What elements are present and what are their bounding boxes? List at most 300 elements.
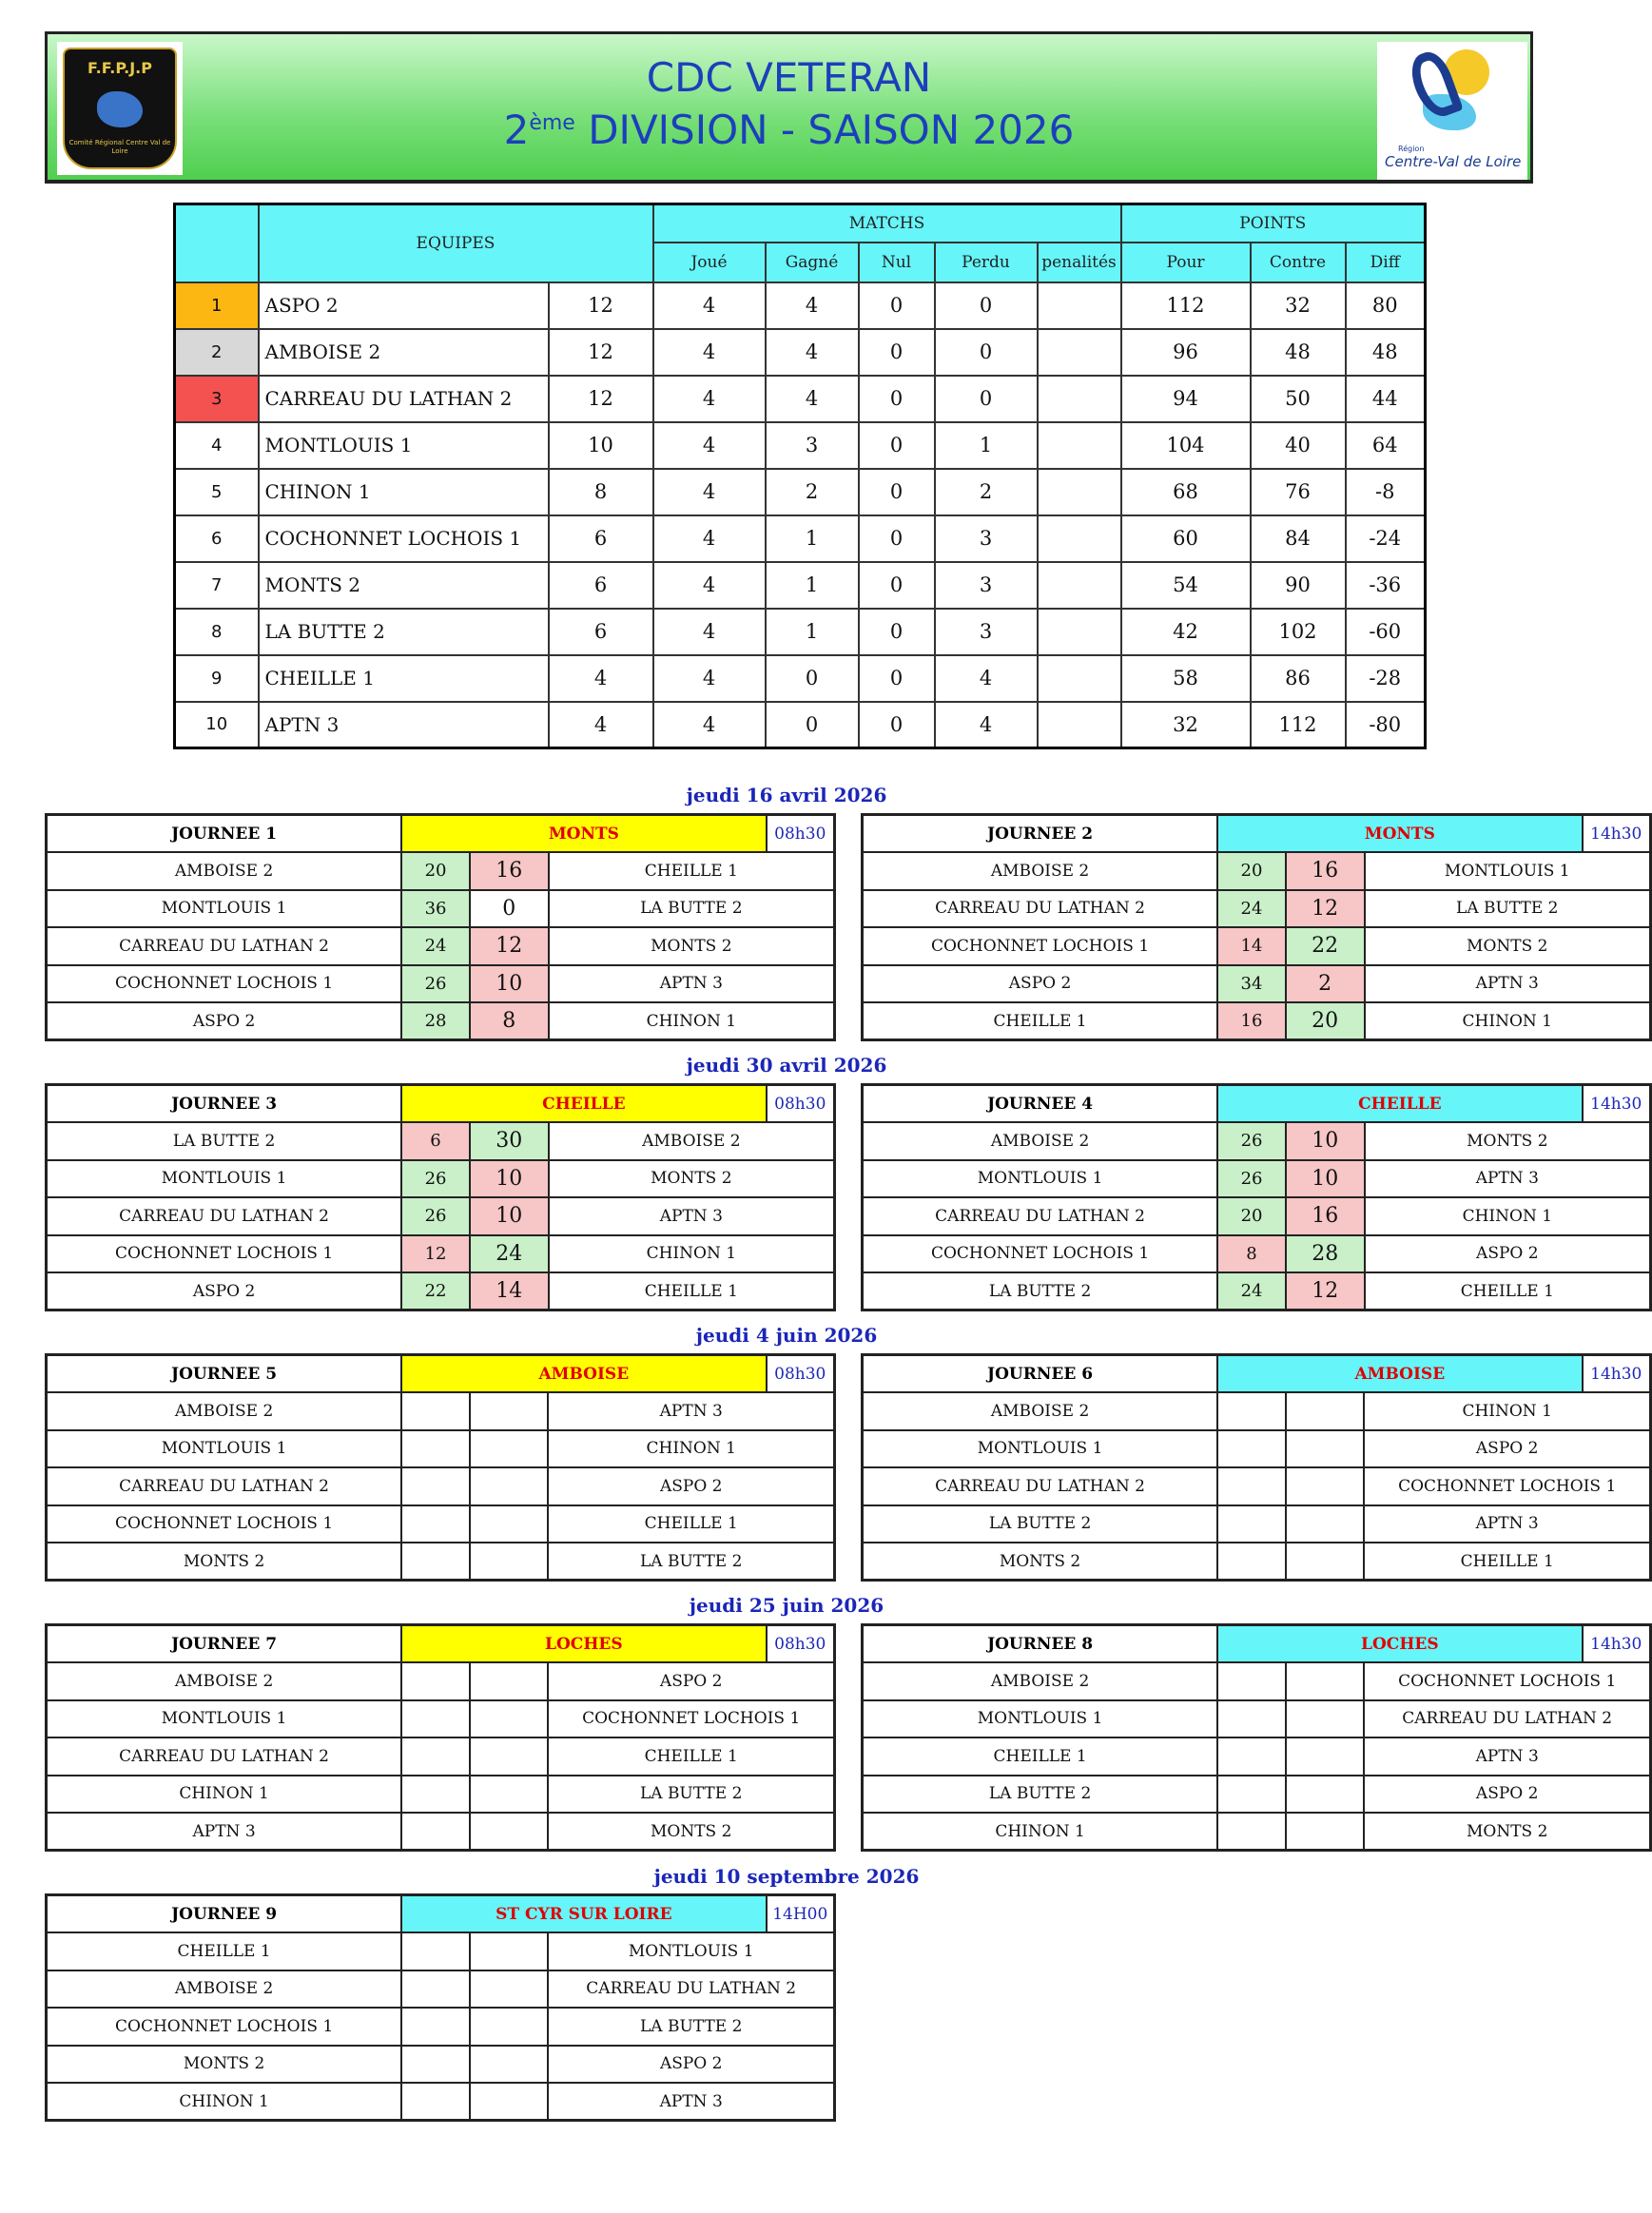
team-cell: CARREAU DU LATHAN 2 <box>259 376 549 422</box>
away-team: CHEILLE 1 <box>548 1505 834 1543</box>
home-team: MONTLOUIS 1 <box>863 1430 1218 1468</box>
nul-cell: 0 <box>859 515 935 562</box>
match-row <box>863 1392 1651 1430</box>
perdu-cell: 4 <box>935 702 1038 748</box>
match-row <box>47 965 835 1003</box>
rank-cell: 8 <box>175 609 259 655</box>
home-score <box>401 1700 470 1738</box>
away-team: APTN 3 <box>549 1197 835 1235</box>
away-score: 12 <box>470 927 549 965</box>
perdu-cell: 0 <box>935 282 1038 329</box>
perdu-cell: 1 <box>935 422 1038 469</box>
away-team: ASPO 2 <box>1365 1235 1651 1273</box>
away-team: MONTS 2 <box>548 1813 834 1851</box>
away-team: MONTS 2 <box>549 1160 835 1198</box>
away-team: MONTS 2 <box>1364 1813 1650 1851</box>
home-team: ASPO 2 <box>47 1272 402 1310</box>
away-team: COCHONNET LOCHOIS 1 <box>548 1700 834 1738</box>
pour-cell: 94 <box>1121 376 1251 422</box>
standings-row <box>175 562 1426 609</box>
penalites-cell <box>1038 515 1121 562</box>
away-team: CHEILLE 1 <box>549 1272 835 1310</box>
journee-time: 08h30 <box>767 1085 835 1123</box>
penalites-cell <box>1038 422 1121 469</box>
standings-row <box>175 515 1426 562</box>
title-line-2 <box>48 103 1530 158</box>
home-team: AMBOISE 2 <box>863 852 1218 890</box>
away-team: APTN 3 <box>1365 1160 1651 1198</box>
home-score: 12 <box>401 1235 470 1273</box>
pour-header: Pour <box>1121 243 1251 282</box>
penalites-cell <box>1038 609 1121 655</box>
standings-row <box>175 609 1426 655</box>
match-row <box>47 852 835 890</box>
division-suffix: ème <box>529 111 575 135</box>
home-team: APTN 3 <box>47 1813 402 1851</box>
match-row <box>47 2008 835 2046</box>
away-score <box>1286 1776 1365 1814</box>
journee-table <box>45 1083 836 1311</box>
diff-cell: 44 <box>1346 376 1426 422</box>
home-score <box>401 1776 470 1814</box>
away-team: ASPO 2 <box>1364 1776 1650 1814</box>
home-team: AMBOISE 2 <box>47 1662 402 1700</box>
home-score <box>1217 1776 1286 1814</box>
home-score <box>1217 1430 1286 1468</box>
away-score: 16 <box>470 852 549 890</box>
home-team: LA BUTTE 2 <box>863 1776 1218 1814</box>
nul-cell: 0 <box>859 655 935 702</box>
ffpjp-logo-subtext: Comité Régional Centre Val de Loire <box>68 139 171 155</box>
pour-cell: 112 <box>1121 282 1251 329</box>
home-score: 26 <box>401 1160 470 1198</box>
home-team: COCHONNET LOCHOIS 1 <box>47 965 402 1003</box>
away-score <box>470 2008 549 2046</box>
match-row <box>47 2083 835 2121</box>
title-line-1: CDC VETERAN <box>646 54 932 101</box>
gagne-cell: 3 <box>766 422 859 469</box>
penalites-cell <box>1038 376 1121 422</box>
match-row <box>863 1122 1651 1160</box>
home-team: AMBOISE 2 <box>863 1662 1218 1700</box>
nul-cell: 0 <box>859 376 935 422</box>
match-row <box>863 1662 1651 1700</box>
date-heading-2: jeudi 30 avril 2026 <box>686 1054 887 1077</box>
contre-cell: 32 <box>1251 282 1346 329</box>
away-team: CHEILLE 1 <box>1365 1272 1651 1310</box>
journee-header-row <box>863 1355 1651 1393</box>
joue-cell: 4 <box>653 376 766 422</box>
away-score <box>470 1430 549 1468</box>
gagne-cell: 0 <box>766 702 859 748</box>
match-row <box>863 1467 1651 1505</box>
journee-time: 14h30 <box>1583 815 1651 853</box>
away-score: 22 <box>1286 927 1365 965</box>
penalites-cell <box>1038 329 1121 376</box>
away-score: 20 <box>1286 1002 1365 1040</box>
journee-name: JOURNEE 9 <box>47 1895 402 1933</box>
match-row <box>47 1430 835 1468</box>
away-team: MONTLOUIS 1 <box>548 1932 834 1970</box>
diff-cell: 80 <box>1346 282 1426 329</box>
away-team: CHEILLE 1 <box>548 1737 834 1776</box>
away-team: CHINON 1 <box>1364 1392 1650 1430</box>
home-score <box>401 1970 470 2009</box>
away-team: APTN 3 <box>1364 1737 1650 1776</box>
home-team: MONTLOUIS 1 <box>47 1430 402 1468</box>
penalites-cell <box>1038 655 1121 702</box>
away-score <box>470 1392 549 1430</box>
away-team: CARREAU DU LATHAN 2 <box>548 1970 834 2009</box>
journee-venue: LOCHES <box>1217 1625 1582 1663</box>
gagne-cell: 4 <box>766 282 859 329</box>
journee-table <box>861 813 1652 1041</box>
home-score: 34 <box>1217 965 1286 1003</box>
match-row <box>47 1505 835 1543</box>
perdu-cell: 2 <box>935 469 1038 515</box>
away-score <box>470 1737 549 1776</box>
home-team: CARREAU DU LATHAN 2 <box>47 1197 402 1235</box>
standings-row <box>175 702 1426 748</box>
journee-header-row <box>47 1085 835 1123</box>
journee-time: 08h30 <box>767 1625 835 1663</box>
match-row <box>47 1737 835 1776</box>
home-score <box>1217 1505 1286 1543</box>
home-team: AMBOISE 2 <box>47 1970 402 2009</box>
home-score <box>401 1543 470 1581</box>
home-team: CHEILLE 1 <box>863 1737 1218 1776</box>
contre-cell: 84 <box>1251 515 1346 562</box>
journee-header-row <box>47 1625 835 1663</box>
rank-cell: 2 <box>175 329 259 376</box>
journee-venue: MONTS <box>1217 815 1582 853</box>
home-score <box>1217 1467 1286 1505</box>
nul-cell: 0 <box>859 422 935 469</box>
home-score: 16 <box>1217 1002 1286 1040</box>
gagne-cell: 4 <box>766 329 859 376</box>
joue-cell: 4 <box>653 562 766 609</box>
match-row <box>47 1776 835 1814</box>
away-team: LA BUTTE 2 <box>548 1543 834 1581</box>
away-score <box>1286 1662 1365 1700</box>
team-cell: CHEILLE 1 <box>259 655 549 702</box>
journee-header-row <box>863 1085 1651 1123</box>
diff-cell: 48 <box>1346 329 1426 376</box>
home-team: MONTLOUIS 1 <box>47 1700 402 1738</box>
standings-row <box>175 329 1426 376</box>
points-cell: 10 <box>549 422 653 469</box>
home-score: 26 <box>401 1197 470 1235</box>
nul-cell: 0 <box>859 562 935 609</box>
journee-header-row <box>863 815 1651 853</box>
away-team: COCHONNET LOCHOIS 1 <box>1364 1662 1650 1700</box>
joue-cell: 4 <box>653 609 766 655</box>
away-score: 2 <box>1286 965 1365 1003</box>
away-score: 0 <box>470 890 549 928</box>
match-row <box>863 1430 1651 1468</box>
contre-cell: 86 <box>1251 655 1346 702</box>
away-score: 10 <box>1286 1160 1365 1198</box>
home-team: CHEILLE 1 <box>863 1002 1218 1040</box>
team-cell: APTN 3 <box>259 702 549 748</box>
home-team: AMBOISE 2 <box>47 852 402 890</box>
pour-cell: 58 <box>1121 655 1251 702</box>
gagne-cell: 2 <box>766 469 859 515</box>
nul-cell: 0 <box>859 282 935 329</box>
joue-header: Joué <box>653 243 766 282</box>
home-score: 24 <box>1217 890 1286 928</box>
contre-cell: 76 <box>1251 469 1346 515</box>
region-logo-name: Centre-Val de Loire <box>1385 153 1522 170</box>
home-score: 24 <box>1217 1272 1286 1310</box>
match-row <box>47 1467 835 1505</box>
penalites-cell <box>1038 702 1121 748</box>
home-score: 28 <box>401 1002 470 1040</box>
joue-cell: 4 <box>653 469 766 515</box>
home-score: 14 <box>1217 927 1286 965</box>
diff-cell: -80 <box>1346 702 1426 748</box>
match-row <box>863 1813 1651 1851</box>
away-score <box>470 1467 549 1505</box>
points-header: POINTS <box>1121 204 1426 243</box>
match-row <box>863 1505 1651 1543</box>
home-score: 24 <box>401 927 470 965</box>
perdu-cell: 0 <box>935 329 1038 376</box>
home-team: CARREAU DU LATHAN 2 <box>863 890 1218 928</box>
standings-row <box>175 422 1426 469</box>
away-team: CHINON 1 <box>1365 1197 1651 1235</box>
home-team: CHINON 1 <box>863 1813 1218 1851</box>
rank-cell: 9 <box>175 655 259 702</box>
home-team: CHINON 1 <box>47 2083 402 2121</box>
home-score: 26 <box>401 965 470 1003</box>
away-score: 10 <box>470 965 549 1003</box>
home-score: 26 <box>1217 1160 1286 1198</box>
joue-cell: 4 <box>653 329 766 376</box>
home-score: 20 <box>401 852 470 890</box>
home-team: CARREAU DU LATHAN 2 <box>863 1467 1218 1505</box>
pour-cell: 60 <box>1121 515 1251 562</box>
date-heading-5: jeudi 10 septembre 2026 <box>653 1865 920 1888</box>
away-score <box>470 1543 549 1581</box>
matchs-header: MATCHS <box>653 204 1121 243</box>
away-team: MONTLOUIS 1 <box>1365 852 1651 890</box>
home-score <box>401 1392 470 1430</box>
away-score: 10 <box>470 1197 549 1235</box>
date-heading-4: jeudi 25 juin 2026 <box>689 1594 884 1617</box>
home-score: 6 <box>401 1122 470 1160</box>
home-team: CARREAU DU LATHAN 2 <box>47 927 402 965</box>
perdu-cell: 3 <box>935 609 1038 655</box>
away-score <box>1286 1737 1365 1776</box>
match-row <box>863 965 1651 1003</box>
home-score <box>1217 1543 1286 1581</box>
nul-cell: 0 <box>859 609 935 655</box>
away-team: APTN 3 <box>549 965 835 1003</box>
home-score <box>401 2046 470 2084</box>
journee-name: JOURNEE 8 <box>863 1625 1218 1663</box>
home-score: 22 <box>401 1272 470 1310</box>
points-cell: 12 <box>549 376 653 422</box>
match-row <box>47 927 835 965</box>
journee-name: JOURNEE 6 <box>863 1355 1218 1393</box>
standings-row <box>175 376 1426 422</box>
journee-header-row <box>863 1625 1651 1663</box>
away-score: 8 <box>470 1002 549 1040</box>
match-row <box>47 1392 835 1430</box>
away-team: ASPO 2 <box>1364 1430 1650 1468</box>
points-cell: 6 <box>549 609 653 655</box>
rank-cell: 4 <box>175 422 259 469</box>
home-score <box>1217 1662 1286 1700</box>
away-score <box>470 1662 549 1700</box>
team-cell: ASPO 2 <box>259 282 549 329</box>
journee-table <box>45 813 836 1041</box>
pour-cell: 54 <box>1121 562 1251 609</box>
home-team: COCHONNET LOCHOIS 1 <box>863 1235 1218 1273</box>
match-row <box>863 1197 1651 1235</box>
perdu-cell: 0 <box>935 376 1038 422</box>
away-score <box>470 2046 549 2084</box>
match-row <box>863 852 1651 890</box>
away-team: CHINON 1 <box>1365 1002 1651 1040</box>
away-score <box>1286 1430 1365 1468</box>
team-cell: CHINON 1 <box>259 469 549 515</box>
away-score <box>470 1932 549 1970</box>
contre-cell: 40 <box>1251 422 1346 469</box>
rank-cell: 6 <box>175 515 259 562</box>
diff-cell: -28 <box>1346 655 1426 702</box>
points-cell: 12 <box>549 329 653 376</box>
penalites-cell <box>1038 562 1121 609</box>
equipes-header: EQUIPES <box>259 204 653 282</box>
home-score: 26 <box>1217 1122 1286 1160</box>
away-score <box>470 1700 549 1738</box>
perdu-cell: 4 <box>935 655 1038 702</box>
away-score: 28 <box>1286 1235 1365 1273</box>
penalites-header: penalités <box>1038 243 1121 282</box>
nul-cell: 0 <box>859 329 935 376</box>
home-team: COCHONNET LOCHOIS 1 <box>863 927 1218 965</box>
contre-cell: 48 <box>1251 329 1346 376</box>
away-score <box>1286 1700 1365 1738</box>
home-score <box>401 1932 470 1970</box>
team-cell: MONTS 2 <box>259 562 549 609</box>
away-team: CHEILLE 1 <box>1364 1543 1650 1581</box>
team-cell: COCHONNET LOCHOIS 1 <box>259 515 549 562</box>
gagne-cell: 1 <box>766 515 859 562</box>
date-heading-3: jeudi 4 juin 2026 <box>695 1324 878 1347</box>
match-row <box>863 1002 1651 1040</box>
journee-name: JOURNEE 1 <box>47 815 402 853</box>
away-team: APTN 3 <box>548 1392 834 1430</box>
home-score <box>1217 1700 1286 1738</box>
match-row <box>863 1700 1651 1738</box>
away-team: MONTS 2 <box>1365 1122 1651 1160</box>
points-cell: 12 <box>549 282 653 329</box>
pour-cell: 68 <box>1121 469 1251 515</box>
pour-cell: 96 <box>1121 329 1251 376</box>
team-cell: AMBOISE 2 <box>259 329 549 376</box>
contre-cell: 112 <box>1251 702 1346 748</box>
home-score: 20 <box>1217 1197 1286 1235</box>
home-team: AMBOISE 2 <box>863 1392 1218 1430</box>
home-team: COCHONNET LOCHOIS 1 <box>47 1505 402 1543</box>
home-score <box>401 1813 470 1851</box>
away-score <box>1286 1392 1365 1430</box>
rank-cell: 10 <box>175 702 259 748</box>
contre-cell: 50 <box>1251 376 1346 422</box>
joue-cell: 4 <box>653 702 766 748</box>
perdu-cell: 3 <box>935 515 1038 562</box>
match-row <box>47 1662 835 1700</box>
away-team: CHEILLE 1 <box>549 852 835 890</box>
diff-cell: -36 <box>1346 562 1426 609</box>
away-team: MONTS 2 <box>549 927 835 965</box>
home-score <box>1217 1813 1286 1851</box>
home-score <box>401 2008 470 2046</box>
journee-time: 08h30 <box>767 815 835 853</box>
match-row <box>47 890 835 928</box>
home-score <box>1217 1737 1286 1776</box>
home-team: CARREAU DU LATHAN 2 <box>47 1737 402 1776</box>
away-team: LA BUTTE 2 <box>549 890 835 928</box>
away-score <box>470 1776 549 1814</box>
home-team: CARREAU DU LATHAN 2 <box>863 1197 1218 1235</box>
away-team: ASPO 2 <box>548 1662 834 1700</box>
away-team: ASPO 2 <box>548 2046 834 2084</box>
diff-cell: 64 <box>1346 422 1426 469</box>
penalites-cell <box>1038 282 1121 329</box>
match-row <box>47 1543 835 1581</box>
penalites-cell <box>1038 469 1121 515</box>
away-team: COCHONNET LOCHOIS 1 <box>1364 1467 1650 1505</box>
home-team: CARREAU DU LATHAN 2 <box>47 1467 402 1505</box>
home-score <box>401 2083 470 2121</box>
match-row <box>863 890 1651 928</box>
journee-venue: AMBOISE <box>401 1355 766 1393</box>
journee-venue: AMBOISE <box>1217 1355 1582 1393</box>
away-score <box>1286 1543 1365 1581</box>
away-score <box>470 1813 549 1851</box>
home-score: 36 <box>401 890 470 928</box>
match-row <box>47 1197 835 1235</box>
away-team: CARREAU DU LATHAN 2 <box>1364 1700 1650 1738</box>
match-row <box>863 927 1651 965</box>
joue-cell: 4 <box>653 282 766 329</box>
away-team: AMBOISE 2 <box>549 1122 835 1160</box>
journee-header-row <box>47 1355 835 1393</box>
home-team: ASPO 2 <box>47 1002 402 1040</box>
home-score: 20 <box>1217 852 1286 890</box>
gagne-cell: 0 <box>766 655 859 702</box>
journee-name: JOURNEE 5 <box>47 1355 402 1393</box>
journee-time: 14H00 <box>767 1895 835 1933</box>
journee-time: 08h30 <box>767 1355 835 1393</box>
away-score <box>470 1970 549 2009</box>
points-cell: 4 <box>549 702 653 748</box>
match-row <box>47 1002 835 1040</box>
home-team: MONTS 2 <box>47 2046 402 2084</box>
match-row <box>47 1160 835 1198</box>
away-score: 16 <box>1286 1197 1365 1235</box>
match-row <box>47 1970 835 2009</box>
journee-time: 14h30 <box>1583 1085 1651 1123</box>
standings-row <box>175 469 1426 515</box>
match-row <box>863 1160 1651 1198</box>
away-score <box>1286 1505 1365 1543</box>
diff-cell: -60 <box>1346 609 1426 655</box>
